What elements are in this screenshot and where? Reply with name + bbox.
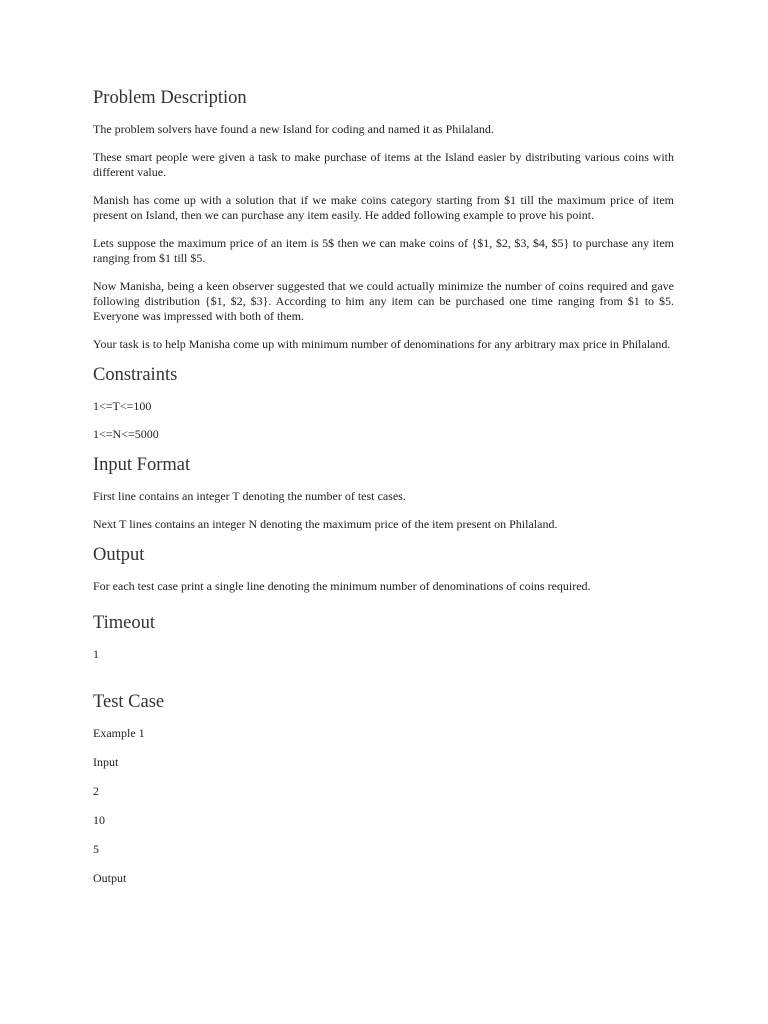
heading-input-format: Input Format (93, 455, 191, 475)
heading-problem-description: Problem Description (93, 88, 247, 108)
paragraph: For each test case print a single line denoting the minimum number of denominations of coins required. (93, 579, 591, 593)
timeout-value: 1 (93, 647, 99, 661)
constraint-line: 1<=N<=5000 (93, 427, 159, 441)
test-case-line: 5 (93, 842, 99, 856)
paragraph: Manish has come up with a solution that if we make coins category starting from $1 till the maximum price of item present on Island, then we can purchase any item easily. He added following example to prove his point. (93, 193, 674, 222)
test-case-line: Output (93, 871, 127, 885)
heading-output: Output (93, 545, 145, 565)
heading-timeout: Timeout (93, 613, 156, 633)
paragraph: Next T lines contains an integer N denoting the maximum price of the item present on Philaland. (93, 517, 558, 531)
paragraph: Now Manisha, being a keen observer suggested that we could actually minimize the number of coins required and gave following distribution {$1, $2, $3}. According to him any item can be purchased one time ranging from $1 to $5. Everyone was impressed with both of them. (93, 279, 674, 323)
heading-test-case: Test Case (93, 692, 165, 712)
heading-constraints: Constraints (93, 365, 178, 385)
paragraph: First line contains an integer T denoting the number of test cases. (93, 489, 406, 503)
paragraph: These smart people were given a task to make purchase of items at the Island easier by distributing various coins with different value. (93, 150, 674, 179)
paragraph: Your task is to help Manisha come up with minimum number of denominations for any arbitrary max price in Philaland. (93, 337, 671, 351)
test-case-line: Input (93, 755, 119, 769)
test-case-line: 2 (93, 784, 99, 798)
test-case-line: 10 (93, 813, 105, 827)
test-case-line: Example 1 (93, 726, 145, 740)
document-page (93, 84, 674, 886)
constraint-line: 1<=T<=100 (93, 399, 152, 413)
paragraph: The problem solvers have found a new Island for coding and named it as Philaland. (93, 122, 494, 136)
paragraph: Lets suppose the maximum price of an item is 5$ then we can make coins of {$1, $2, $3, $4, $5} to purchase any item ranging from $1 till $5. (93, 236, 674, 265)
